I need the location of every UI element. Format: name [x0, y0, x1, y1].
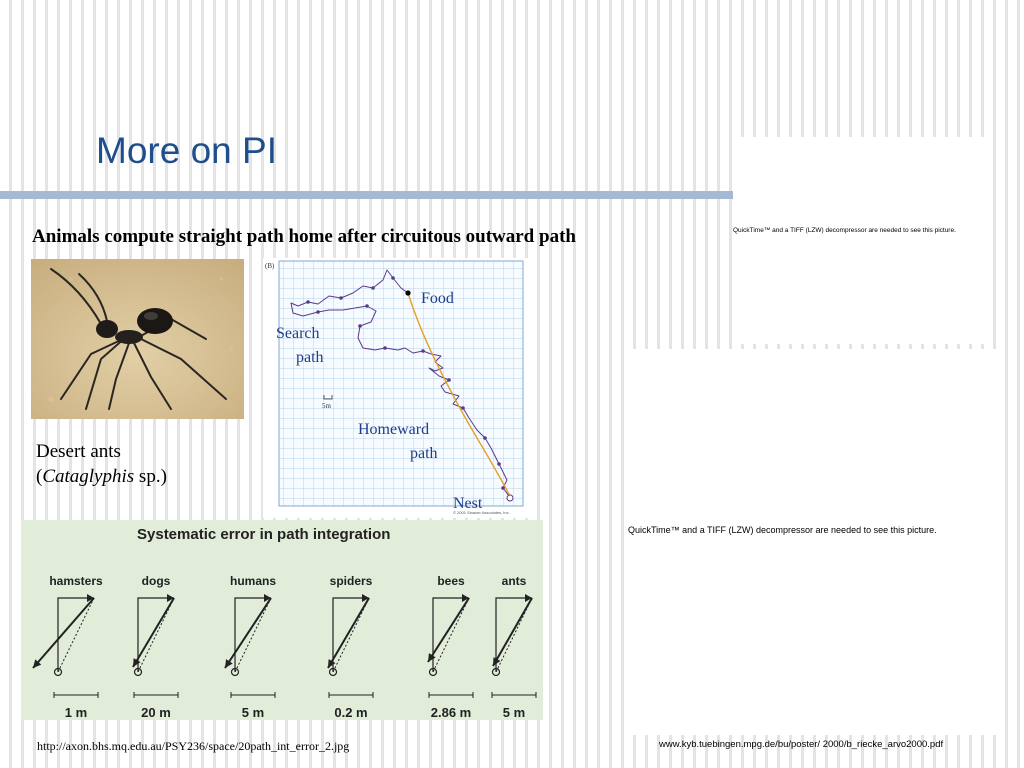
nest-label: Nest — [453, 495, 483, 512]
caption-paren: ( — [36, 466, 43, 487]
error-panel-dogs — [133, 574, 178, 720]
scale-label: 5 m — [502, 705, 526, 720]
nest-marker — [507, 495, 513, 501]
scale-label: 5 m — [241, 705, 265, 720]
ant-photo — [31, 259, 244, 419]
scale-bar — [429, 692, 473, 698]
estimated-home-vector — [328, 598, 369, 668]
scale-label: 1 m — [64, 705, 88, 720]
error-animal-label: spiders — [329, 574, 373, 588]
quicktime-placeholder-bottom — [628, 349, 998, 735]
error-panel-spiders — [328, 574, 373, 720]
scale-bar — [492, 692, 536, 698]
map-copyright: © 2001 Sinauer Associates, Inc. — [453, 510, 510, 515]
panel-label: (B) — [265, 262, 275, 270]
footer-right-url[interactable]: www.kyb.tuebingen.mpg.de/bu/poster/ 2000/b_riecke_arvo2000.pdf — [659, 739, 944, 750]
error-panel-ants — [492, 574, 536, 720]
food-marker — [405, 290, 410, 295]
food-label: Food — [421, 290, 454, 307]
ant-caption — [36, 439, 167, 489]
estimated-home-vector — [428, 598, 469, 662]
caption-genus: Cataglyphis — [42, 466, 135, 487]
estimated-home-vector — [133, 598, 174, 667]
scale-label: 5m — [322, 402, 331, 410]
scale-label: 2.86 m — [430, 705, 472, 720]
slide-subtitle: Animals compute straight path home after circuitous outward path — [32, 226, 576, 247]
scale-bar — [231, 692, 275, 698]
homeward-label-1: Homeward — [358, 421, 430, 438]
search-label-1: Search — [276, 325, 320, 342]
true-home-vector — [138, 598, 174, 672]
error-panel-bees — [428, 574, 473, 720]
true-home-vector — [433, 598, 469, 672]
caption-line-1: Desert ants — [36, 441, 121, 462]
error-animal-label: bees — [437, 574, 465, 588]
estimated-home-vector — [225, 598, 271, 668]
scale-bar — [329, 692, 373, 698]
search-label-2: path — [296, 349, 324, 366]
error-panel-hamsters — [33, 574, 103, 720]
error-animal-label: ants — [501, 574, 527, 588]
error-animal-label: humans — [229, 574, 277, 588]
quicktime-message-bottom: QuickTime™ and a TIFF (LZW) decompressor are needed to see this picture. — [628, 525, 937, 535]
error-panel-humans — [225, 574, 276, 720]
path-map-figure — [263, 258, 528, 518]
scale-label: 20 m — [141, 705, 171, 720]
true-home-vector — [235, 598, 271, 672]
caption-line-2 — [36, 464, 167, 489]
quicktime-message-top: QuickTime™ and a TIFF (LZW) decompressor are needed to see this picture. — [733, 227, 956, 234]
error-animal-label: hamsters — [49, 574, 103, 588]
scale-label: 0.2 m — [334, 705, 368, 720]
homeward-label-2: path — [410, 445, 438, 462]
estimated-home-vector — [493, 598, 532, 666]
error-animal-label: dogs — [141, 574, 171, 588]
title-divider — [0, 191, 735, 199]
footer-left-url[interactable]: http://axon.bhs.mq.edu.au/PSY236/space/20path_int_error_2.jpg — [37, 739, 350, 753]
quicktime-placeholder-top — [733, 137, 993, 344]
error-figure — [21, 520, 543, 720]
slide-title: More on PI — [96, 130, 277, 171]
caption-species: sp.) — [134, 466, 167, 487]
scale-bar — [134, 692, 178, 698]
estimated-home-vector — [33, 598, 94, 668]
true-home-vector — [58, 598, 94, 672]
scale-bar — [54, 692, 98, 698]
error-figure-title: Systematic error in path integration — [137, 526, 391, 543]
